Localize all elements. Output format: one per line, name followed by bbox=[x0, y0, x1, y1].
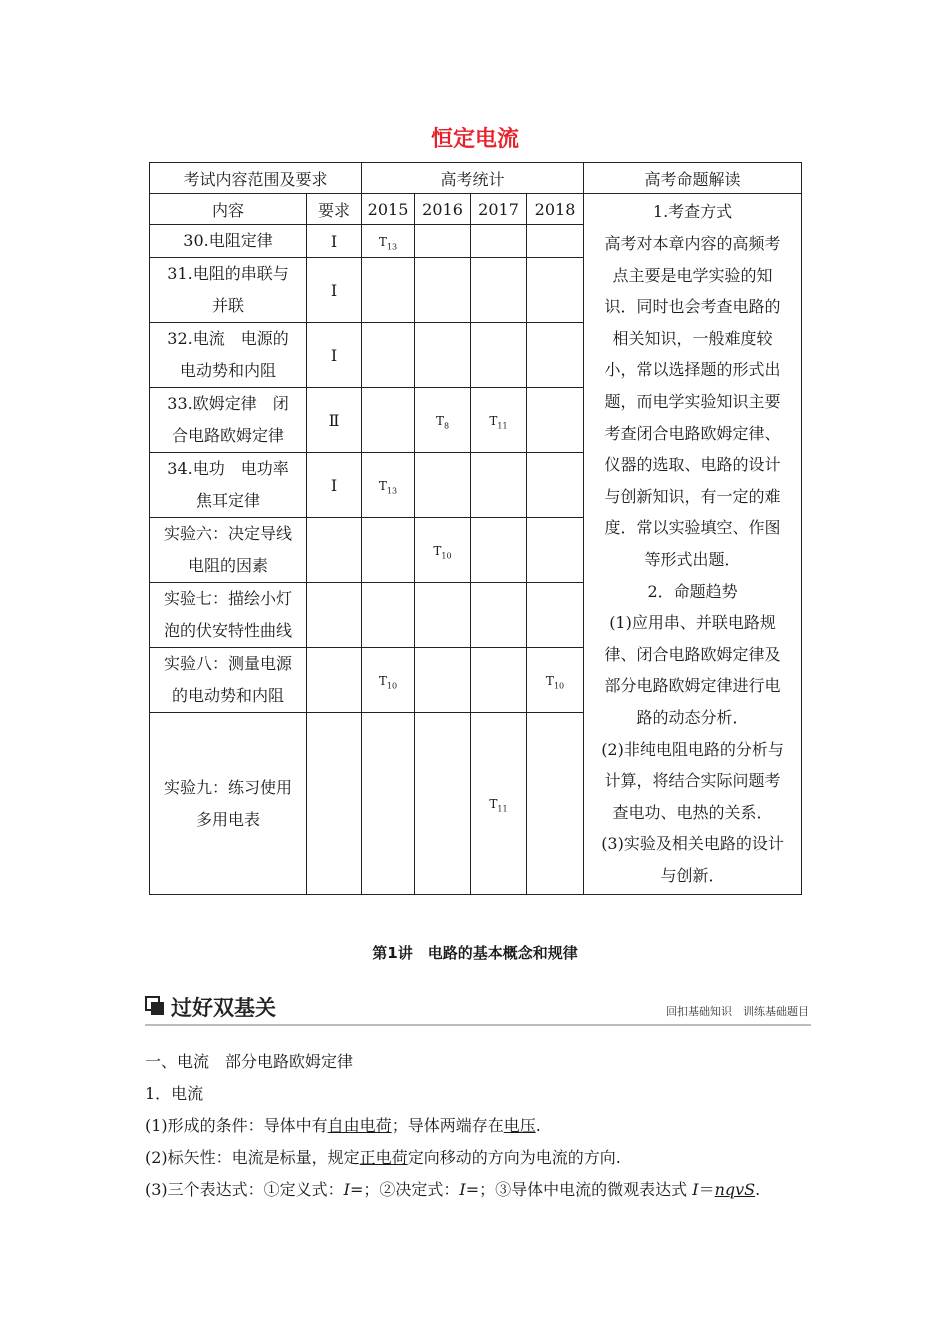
stat-cell bbox=[362, 713, 415, 895]
stat-cell bbox=[415, 713, 471, 895]
header-interp: 高考命题解读 bbox=[584, 163, 802, 194]
exam-scope-table bbox=[149, 162, 802, 895]
header-scope: 考试内容范围及要求 bbox=[150, 163, 362, 194]
question-prefix: T bbox=[489, 413, 498, 428]
text: 定向移动的方向为电流的方向. bbox=[407, 1148, 621, 1167]
stat-cell bbox=[527, 453, 584, 518]
text: (3)三个表达式：①定义式： bbox=[145, 1180, 344, 1199]
header-requirement: 要求 bbox=[307, 194, 362, 225]
question-prefix: T bbox=[378, 673, 387, 688]
interp-line: 题，而电学实验知识主要 bbox=[604, 392, 781, 412]
text: =；③导体中电流的微观表达式 bbox=[465, 1180, 693, 1199]
content-line: 焦耳定律 bbox=[195, 491, 260, 510]
stat-cell bbox=[471, 713, 527, 895]
table-header-row bbox=[150, 163, 802, 194]
section-header bbox=[145, 992, 811, 1026]
content-cell bbox=[150, 583, 307, 648]
interp-line: 等形式出题． bbox=[644, 550, 741, 569]
question-number: 10 bbox=[441, 551, 452, 561]
requirement-cell: Ⅰ bbox=[307, 323, 362, 388]
stat-cell bbox=[415, 583, 471, 648]
answer-blank: nqvS bbox=[714, 1180, 756, 1199]
content-line: 合电路欧姆定律 bbox=[171, 426, 284, 445]
stat-cell bbox=[471, 583, 527, 648]
stat-cell bbox=[471, 453, 527, 518]
content-line: 30.电阻定律 bbox=[183, 231, 273, 250]
stat-cell bbox=[527, 518, 584, 583]
question-number: 8 bbox=[443, 421, 450, 431]
question-ref bbox=[378, 673, 398, 691]
question-ref bbox=[378, 234, 398, 252]
interp-line: 小，常以选择题的形式出 bbox=[604, 360, 781, 380]
stat-cell bbox=[362, 388, 415, 453]
stat-cell bbox=[362, 225, 415, 258]
section-square-icon bbox=[145, 996, 165, 1016]
stat-cell bbox=[471, 323, 527, 388]
question-ref bbox=[489, 797, 508, 814]
stat-cell bbox=[415, 258, 471, 323]
stat-cell bbox=[415, 648, 471, 713]
stat-cell bbox=[415, 518, 471, 583]
interp-line: (2)非纯电阻电路的分析与 bbox=[601, 739, 784, 759]
requirement-cell bbox=[307, 713, 362, 895]
content-cell bbox=[150, 713, 307, 895]
stat-cell bbox=[415, 453, 471, 518]
text: ；导体两端存在 bbox=[391, 1116, 504, 1135]
question-ref bbox=[378, 478, 398, 496]
question-number: 10 bbox=[386, 681, 398, 691]
question-ref bbox=[545, 673, 565, 691]
requirement-cell bbox=[307, 648, 362, 713]
stat-cell bbox=[415, 225, 471, 258]
header-content: 内容 bbox=[150, 194, 307, 225]
text: =；②决定式： bbox=[350, 1180, 460, 1199]
content-line: 31.电阻的串联与 bbox=[167, 264, 289, 283]
stat-cell bbox=[415, 323, 471, 388]
stat-cell bbox=[471, 648, 527, 713]
stat-cell bbox=[527, 258, 584, 323]
text: . bbox=[755, 1180, 761, 1199]
interp-line: 与创新． bbox=[660, 865, 725, 885]
text: (1)形成的条件：导体中有 bbox=[145, 1116, 328, 1135]
header-year: 2015 bbox=[362, 194, 415, 225]
question-prefix: T bbox=[489, 797, 498, 812]
question-prefix: T bbox=[378, 234, 387, 249]
requirement-cell bbox=[307, 518, 362, 583]
interp-line: 与创新知识，有一定的难 bbox=[604, 486, 781, 506]
text: (2)标矢性：电流是标量，规定 bbox=[145, 1148, 360, 1167]
requirement-cell: Ⅰ bbox=[307, 453, 362, 518]
section-title: 过好双基关 bbox=[171, 996, 276, 1020]
content-line: 33.欧姆定律 闭 bbox=[167, 394, 289, 413]
stat-cell bbox=[527, 583, 584, 648]
text: . bbox=[535, 1116, 541, 1135]
content-cell bbox=[150, 258, 307, 323]
answer-blank: 正电荷 bbox=[359, 1148, 408, 1167]
body-line-3 bbox=[145, 1180, 760, 1200]
content-line: 的电动势和内阻 bbox=[171, 686, 284, 705]
stat-cell bbox=[527, 648, 584, 713]
question-number: 11 bbox=[497, 421, 508, 431]
header-year: 2018 bbox=[527, 194, 584, 225]
requirement-cell: Ⅱ bbox=[307, 388, 362, 453]
header-year: 2016 bbox=[415, 194, 471, 225]
interp-line: 识．同时也会考查电路的 bbox=[604, 297, 781, 317]
content-line: 泡的伏安特性曲线 bbox=[163, 621, 292, 640]
interp-line: 路的动态分析． bbox=[636, 707, 749, 727]
question-number: 13 bbox=[386, 486, 398, 496]
interp-line: (3)实验及相关电路的设计 bbox=[601, 834, 784, 854]
content-cell bbox=[150, 323, 307, 388]
question-prefix: T bbox=[378, 478, 387, 493]
header-stats: 高考统计 bbox=[362, 163, 584, 194]
answer-blank: 电压 bbox=[503, 1116, 536, 1135]
body-line-1 bbox=[145, 1116, 541, 1136]
content-cell bbox=[150, 225, 307, 258]
requirement-cell: Ⅰ bbox=[307, 225, 362, 258]
body-line-2 bbox=[145, 1148, 621, 1168]
content-line: 34.电功 电功率 bbox=[167, 459, 289, 478]
header-year: 2017 bbox=[471, 194, 527, 225]
content-line: 电阻的因素 bbox=[187, 556, 268, 575]
content-line: 32.电流 电源的 bbox=[167, 329, 289, 348]
text: ＝ bbox=[698, 1180, 715, 1199]
stat-cell bbox=[471, 518, 527, 583]
interp-line: 考查闭合电路欧姆定律、 bbox=[604, 423, 781, 443]
requirement-cell bbox=[307, 583, 362, 648]
content-line: 实验八：测量电源 bbox=[163, 654, 292, 673]
lecture-title: 第1讲 电路的基本概念和规律 bbox=[372, 944, 578, 962]
question-ref bbox=[435, 413, 450, 431]
question-ref bbox=[433, 543, 452, 561]
content-cell bbox=[150, 518, 307, 583]
interp-line: 计算，将结合实际问题考 bbox=[604, 771, 781, 791]
question-number: 10 bbox=[553, 681, 565, 691]
question-prefix: T bbox=[433, 543, 442, 558]
variable: I bbox=[692, 1180, 699, 1199]
content-line: 实验七：描绘小灯 bbox=[163, 589, 292, 608]
content-line: 并联 bbox=[211, 296, 244, 315]
content-line: 实验九：练习使用 bbox=[163, 777, 292, 797]
content-cell bbox=[150, 388, 307, 453]
stat-cell bbox=[527, 388, 584, 453]
variable: I bbox=[343, 1180, 350, 1199]
stat-cell bbox=[362, 648, 415, 713]
interp-line: 律、闭合电路欧姆定律及 bbox=[604, 644, 781, 664]
stat-cell bbox=[471, 225, 527, 258]
interp-line: 仪器的选取、电路的设计 bbox=[604, 455, 781, 475]
content-line: 实验六：决定导线 bbox=[163, 524, 292, 543]
stat-cell bbox=[362, 583, 415, 648]
stat-cell bbox=[471, 388, 527, 453]
question-prefix: T bbox=[545, 673, 554, 688]
question-number: 13 bbox=[386, 242, 398, 252]
content-line: 电动势和内阻 bbox=[179, 361, 276, 380]
question-prefix: T bbox=[435, 413, 444, 428]
interp-line: (1)应用串、并联电路规 bbox=[609, 613, 776, 633]
interp-line: 高考对本章内容的高频考 bbox=[604, 234, 781, 254]
stat-cell bbox=[362, 453, 415, 518]
interp-line: 部分电路欧姆定律进行电 bbox=[604, 676, 781, 696]
stat-cell bbox=[527, 225, 584, 258]
interp-line: 1.考查方式 bbox=[652, 202, 733, 222]
question-number: 11 bbox=[497, 804, 508, 814]
table-header-row bbox=[150, 194, 802, 225]
content-cell bbox=[150, 648, 307, 713]
content-cell bbox=[150, 453, 307, 518]
answer-blank: 自由电荷 bbox=[327, 1116, 392, 1135]
stat-cell bbox=[362, 323, 415, 388]
question-ref bbox=[489, 413, 508, 431]
interp-line: 相关知识，一般难度较 bbox=[612, 328, 773, 348]
interp-line: 度．常以实验填空、作图 bbox=[604, 518, 781, 538]
body-heading: 一、电流 部分电路欧姆定律 bbox=[145, 1052, 354, 1071]
stat-cell bbox=[527, 713, 584, 895]
variable: I bbox=[459, 1180, 466, 1199]
stat-cell bbox=[527, 323, 584, 388]
requirement-cell: Ⅰ bbox=[307, 258, 362, 323]
content-line: 多用电表 bbox=[195, 809, 260, 829]
interpretation-cell bbox=[584, 194, 802, 895]
stat-cell bbox=[471, 258, 527, 323]
interp-line: 2．命题趋势 bbox=[647, 581, 738, 601]
stat-cell bbox=[362, 518, 415, 583]
stat-cell bbox=[362, 258, 415, 323]
interp-line: 查电功、电热的关系． bbox=[612, 802, 773, 822]
interp-line: 点主要是电学实验的知 bbox=[612, 265, 773, 285]
body-subheading: 1．电流 bbox=[145, 1084, 204, 1103]
stat-cell bbox=[415, 388, 471, 453]
section-subtitle: 回扣基础知识 训练基础题目 bbox=[666, 1005, 809, 1018]
page-title: 恒定电流 bbox=[430, 127, 519, 152]
